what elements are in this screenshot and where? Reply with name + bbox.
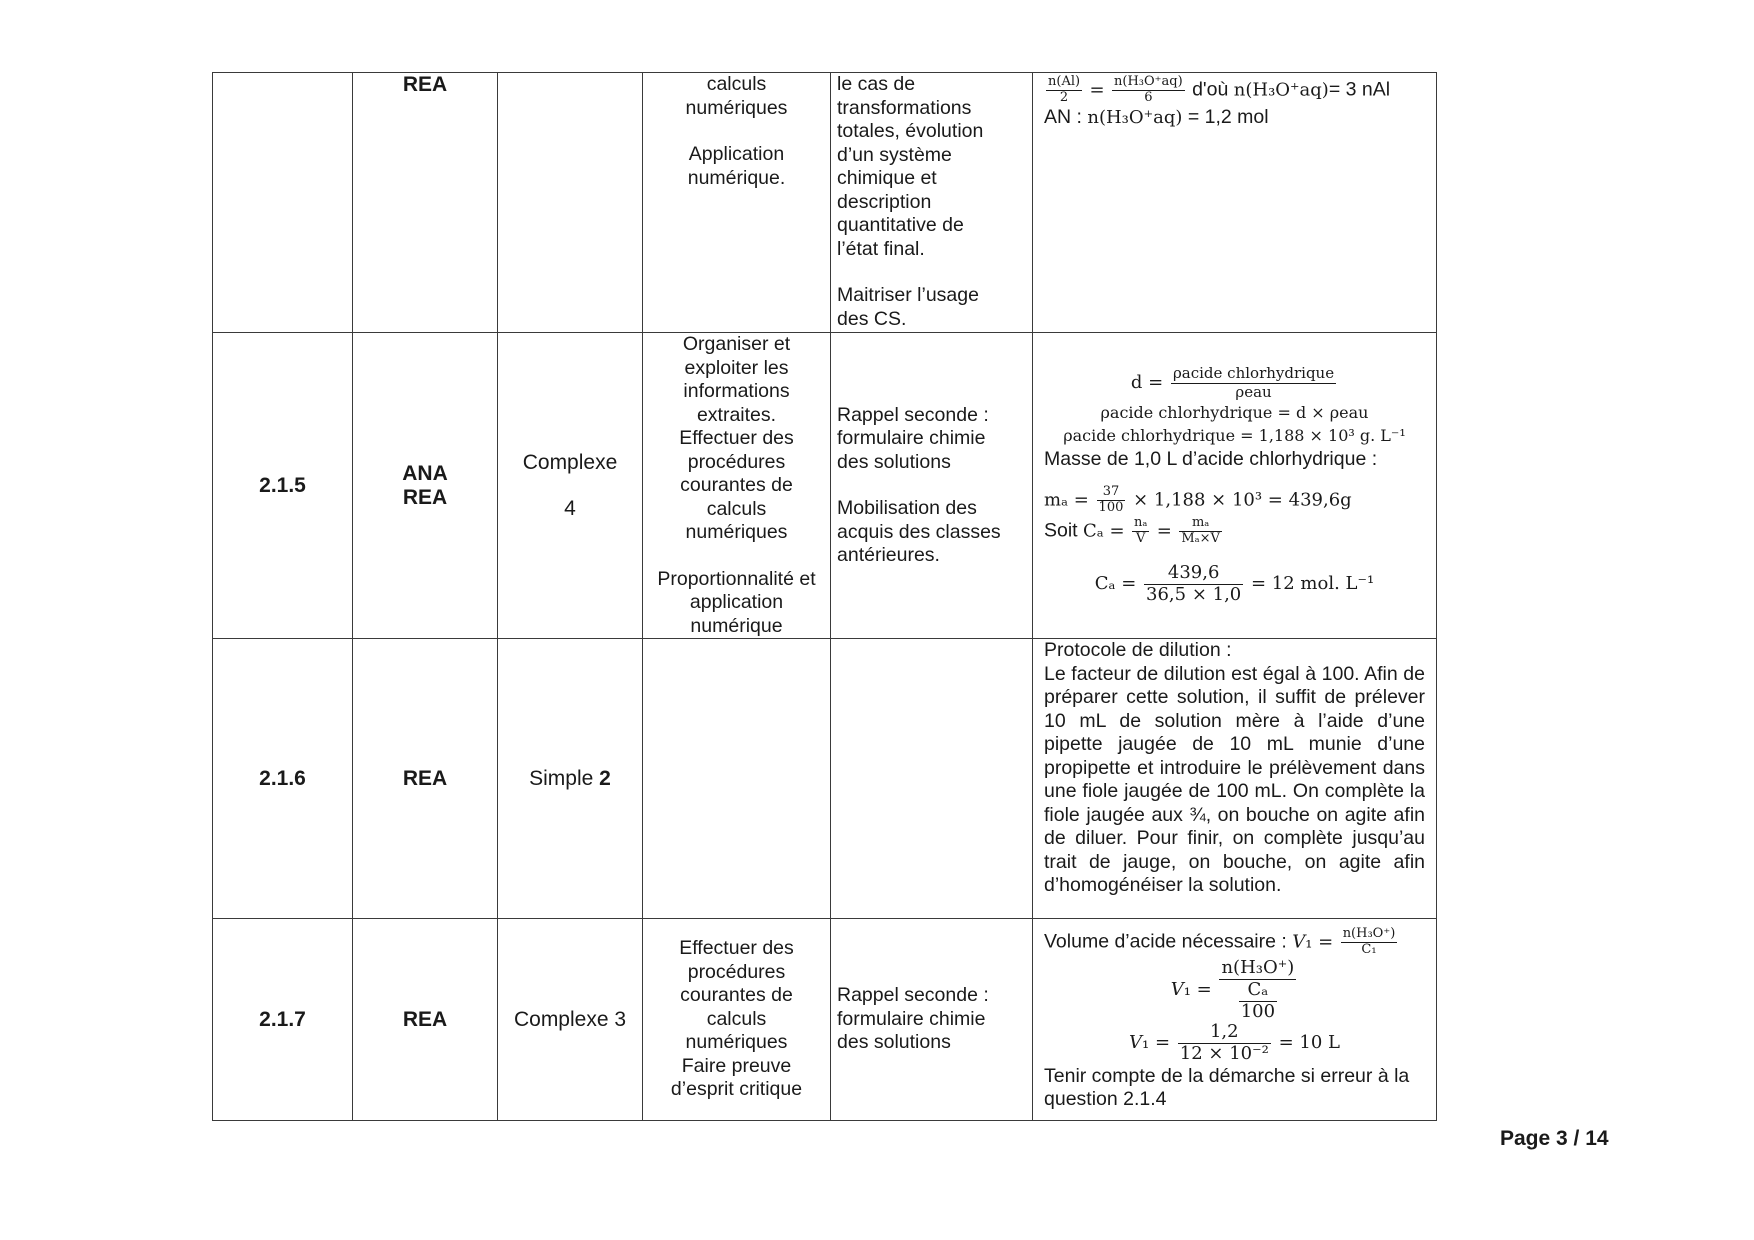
table-row: [213, 639, 1437, 919]
capacites-cell: Organiser et exploiter les informations extraites. Effectuer des procédures courantes de calculs numériques Proportionnalité et application numérique: [643, 333, 831, 639]
equation-rho: ρacide chlorhydrique = d × ρeau: [1100, 402, 1369, 422]
competences-cell: REA: [353, 639, 498, 919]
question-number-cell: 2.1.7: [213, 919, 353, 1121]
table-row: [213, 333, 1437, 639]
equation-concentration-def: Soit Cₐ = $\frac{\text{nₐ}}{V}$ = $\frac{\text{mₐ}}{\text{Mₐ×V}}$: [1044, 515, 1220, 547]
notions-cell: Rappel seconde : formulaire chimie des solutions Mobilisation des acquis des classes antérieures.: [831, 333, 1033, 639]
grading-note: Tenir compte de la démarche si erreur à la question 2.1.4: [1044, 1064, 1410, 1111]
niveau-cell: Complexe 4: [498, 333, 643, 639]
capacites-cell: calculs numériques Application numérique.: [643, 73, 831, 333]
equation-concentration-value: Cₐ = $\frac{439,6}{36,5 \times 1,0}$ = 12 mol. L⁻¹: [1094, 562, 1375, 605]
numeric-application: AN : n(H₃O⁺aq) = 1,2 mol: [1044, 105, 1269, 128]
table-row: [213, 919, 1437, 1121]
niveau-cell: [498, 73, 643, 333]
answer-cell: [1033, 639, 1437, 919]
competences-cell: REA: [353, 919, 498, 1121]
equation-mass: mₐ = $\frac{37}{100}$ × 1,188 × 10³ = 439,6g: [1044, 484, 1352, 516]
protocol-body: Le facteur de dilution est égal à 100. Afin de préparer cette solution, il suffit de prélever 10 mL de solution mère à l’aide d’une pipette jaugée de 10 mL munie d’une propipette et introduire le prélèvement dans une fiole jaugée de 100 mL. On complète la fiole jaugée aux ¾, on bouche on agite afin de diluer. Pour finir, on complète jusqu’au trait de jauge, on bouche, on agite afin d’homogénéiser la solution.: [1044, 662, 1425, 896]
answer-cell: [1033, 73, 1437, 333]
protocol-title: Protocole de dilution :: [1044, 639, 1232, 661]
equation-density: d = $\frac{\text{ρacide chlorhydrique}}{\text{ρeau}}$: [1130, 364, 1335, 401]
capacites-cell: [643, 639, 831, 919]
question-number-cell: 2.1.6: [213, 639, 353, 919]
volume-label: Volume d’acide nécessaire : V₁ = $\frac{\text{n(H₃O⁺)}}{\text{C₁}}$: [1044, 926, 1396, 958]
page-number: Page 3 / 14: [1500, 1127, 1609, 1150]
equation-volume-value: V₁ = $\frac{1,2}{\text{12 × 10⁻²}}$ = 10 L: [1129, 1021, 1340, 1064]
answer-cell: [1033, 919, 1437, 1121]
notions-cell: [831, 639, 1033, 919]
question-number-cell: 2.1.5: [213, 333, 353, 639]
niveau-cell: Complexe 3: [498, 919, 643, 1121]
equation-mole-ratio: $\frac{n(Al)}{2}$ = $\frac{\text{n(H₃O⁺aq)}}{6}$ d'où n(H₃O⁺aq)= 3 nAl: [1048, 74, 1391, 105]
equation-volume-literal: V₁ = $\frac{\text{n(H₃O⁺)}}{\frac{\text{Cₐ}}{100}}$: [1170, 957, 1295, 1022]
niveau-cell: Simple 2: [498, 639, 643, 919]
masse-label: Masse de 1,0 L d’acide chlorhydrique :: [1044, 447, 1378, 470]
answer-cell: [1033, 333, 1437, 639]
table-row-continuation: [213, 73, 1437, 333]
question-number-cell: [213, 73, 353, 333]
notions-cell: le cas de transformations totales, évolution d’un système chimique et description quantitative de l’état final. Maitriser l’usage des CS.: [831, 73, 1033, 333]
competences-cell: ANA REA: [353, 333, 498, 639]
notions-cell: Rappel seconde : formulaire chimie des solutions: [831, 919, 1033, 1121]
equation-rho-value: ρacide chlorhydrique = 1,188 × 10³ g. L⁻¹: [1063, 426, 1406, 446]
competences-cell: REA: [353, 73, 498, 333]
capacites-cell: Effectuer des procédures courantes de calculs numériques Faire preuve d’esprit critique: [643, 919, 831, 1121]
correction-grid: [212, 72, 1437, 1121]
